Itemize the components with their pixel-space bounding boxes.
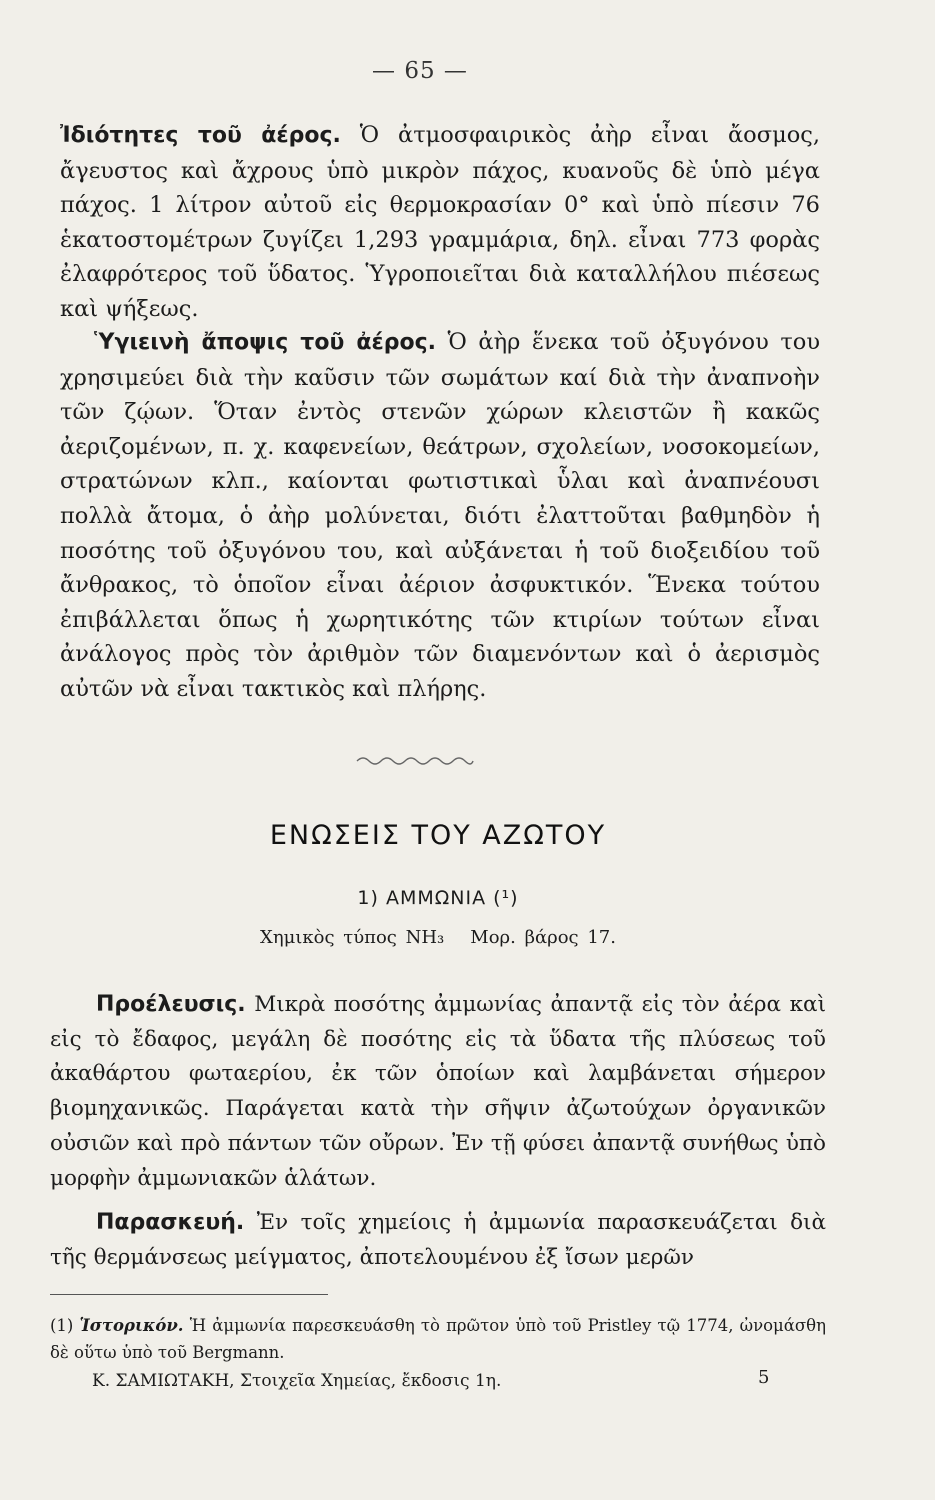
paragraph-text: Ὁ ἀτμοσφαιρικὸς ἀὴρ εἶναι ἄοσμος, ἄγευστος καὶ ἄχρους ὑπὸ μικρὸν πάχος, κυανοῦς δὲ ὑπὸ μέγα πάχος. 1 λίτρον αὐτοῦ εἰς θερμοκρασίαν 0° καὶ ὑπὸ πίεσιν 76 ἑκατοστομέτρων ζυγίζει 1,293 γραμμάρια, δηλ. εἶναι 773 φορὰς ἐλαφρότερος τοῦ ὕδατος. Ὑγροποιεῖται διὰ καταλλήλου πιέσεως καὶ ψήξεως. xyxy=(60,122,820,322)
footnote-text: Ἡ ἀμμωνία παρεσκευάσθη τὸ πρῶτον ὑπὸ τοῦ Pristley τῷ 1774, ὠνομάσθη δὲ οὕτω ὑπὸ τοῦ Bergmann. xyxy=(50,1316,826,1362)
paragraph-air-properties xyxy=(60,118,820,327)
section-title: ΕΝΩΣΕΙΣ ΤΟΥ ΑΖΩΤΟΥ xyxy=(269,820,607,851)
paragraph-origin xyxy=(50,988,826,1196)
chapter-subtitle: 1) ΑΜΜΩΝΙΑ (¹) xyxy=(357,887,519,909)
paragraph-heading: Προέλευσις. xyxy=(96,992,246,1017)
paragraph-heading: Παρασκευή. xyxy=(96,1210,245,1235)
page-number: — 65 — xyxy=(372,58,468,84)
paragraph-heading: Ἰδιότητες τοῦ ἀέρος. xyxy=(60,123,341,148)
paragraph-air-hygiene xyxy=(60,325,820,707)
imprint-line: Κ. ΣΑΜΙΩΤΑΚΗ, Στοιχεῖα Χημείας, ἔκδοσις 1η. xyxy=(92,1371,502,1391)
paragraph-preparation xyxy=(50,1206,826,1275)
footnote xyxy=(50,1312,826,1366)
chemical-formula: Χημικὸς τύπος ΝΗ₃ xyxy=(260,927,445,948)
paragraph-heading: Ὑγιεινὴ ἄποψις τοῦ ἀέρος. xyxy=(94,330,436,355)
molar-mass: Μορ. βάρος 17. xyxy=(470,927,616,948)
formula-line xyxy=(0,927,876,948)
paragraph-text: Μικρὰ ποσότης ἀμμωνίας ἀπαντᾷ εἰς τὸν ἀέρα καὶ εἰς τὸ ἔδαφος, μεγάλη δὲ ποσότης εἰς τὰ ὕδατα τῆς πλύσεως τοῦ ἀκαθάρτου φωταερίου, ἐκ τῶν ὁποίων καὶ λαμβάνεται σήμερον βιομηχανικῶς. Παράγεται κατὰ τὴν σῆψιν ἀζωτούχων ὀργανικῶν οὐσιῶν καὶ πρὸ πάντων τῶν οὔρων. Ἐν τῇ φύσει ἀπαντᾷ συνήθως ὑπὸ μορφὴν ἀμμωνιακῶν ἁλάτων. xyxy=(50,992,826,1191)
footnote-marker: (1) xyxy=(50,1316,74,1335)
paragraph-text: Ἐν τοῖς χημείοις ἡ ἀμμωνία παρασκευάζεται διὰ τῆς θερμάνσεως μείγματος, ἀποτελουμένου ἐξ ἴσων μερῶν xyxy=(50,1210,826,1270)
footnote-rule xyxy=(50,1294,328,1295)
footnote-label: Ἱστορικόν. xyxy=(79,1316,184,1335)
signature-mark: 5 xyxy=(758,1367,770,1388)
section-divider-ornament xyxy=(355,751,475,771)
paragraph-text: Ὁ ἀὴρ ἕνεκα τοῦ ὀξυγόνου του χρησιμεύει διὰ τὴν καῦσιν τῶν σωμάτων καί διὰ τὴν ἀναπνοὴν τῶν ζῴων. Ὅταν ἐντὸς στενῶν χώρων κλειστῶν ἢ κακῶς ἀεριζομένων, π. χ. καφενείων, θεάτρων, σχολείων, νοσοκομείων, στρατώνων κλπ., καίονται φωτιστικαὶ ὗλαι καὶ ἀναπνέουσι πολλὰ ἄτομα, ὁ ἀὴρ μολύνεται, διότι ἐλαττοῦται βαθμηδὸν ἡ ποσότης τοῦ ὀξυγόνου του, καὶ αὐξάνεται ἡ τοῦ διοξειδίου τοῦ ἄνθρακος, τὸ ὁποῖον εἶναι ἀέριον ἀσφυκτικόν. Ἕνεκα τούτου ἐπιβάλλεται ὅπως ἡ χωρητικότης τῶν κτιρίων τούτων εἶναι ἀνάλογος πρὸς τὸν ἀριθμὸν τῶν διαμενόντων καὶ ὁ ἀερισμὸς αὐτῶν νὰ εἶναι τακτικὸς καὶ πλήρης. xyxy=(60,329,820,702)
